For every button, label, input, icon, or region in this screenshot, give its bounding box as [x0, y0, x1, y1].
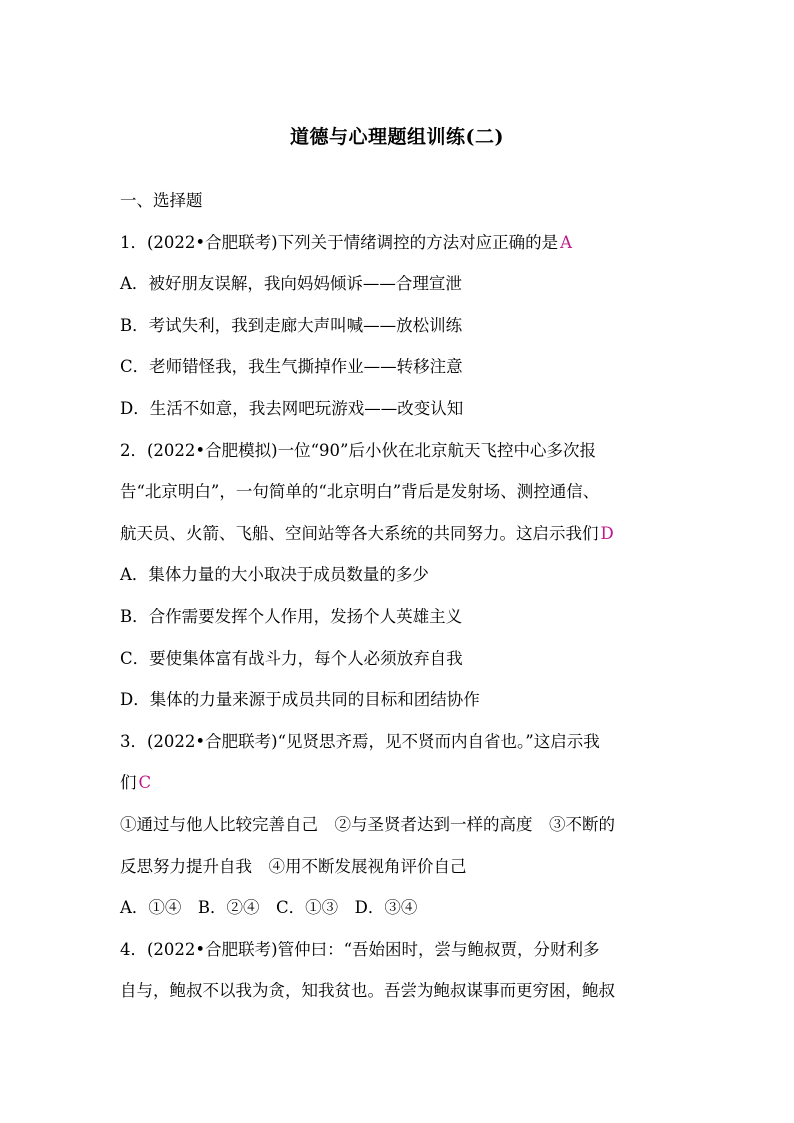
- option-b: B．考试失利，我到走廊大声叫喊——放松训练: [120, 315, 463, 335]
- answer-mark: C: [138, 773, 152, 793]
- question-stem: 们 C: [120, 773, 152, 793]
- section-heading: 一、选择题: [120, 191, 203, 210]
- statement-line: 反思努力提升自我 ④用不断发展视角评价自己: [120, 856, 467, 876]
- option-b: B．合作需要发挥个人作用，发扬个人英雄主义: [120, 606, 463, 626]
- question-stem: 自与，鲍叔不以我为贪，知我贫也。吾尝为鲍叔谋事而更穷困，鲍叔: [120, 981, 615, 1001]
- option-d: D．生活不如意，我去网吧玩游戏——改变认知: [120, 398, 464, 418]
- option-c: C．老师错怪我，我生气撕掉作业——转移注意: [120, 357, 463, 377]
- question-stem: 2．(2022•合肥模拟)一位“90”后小伙在北京航天飞控中心多次报: [120, 440, 596, 460]
- options-line: A．①④ B．②④ C．①③ D．③④: [120, 898, 418, 918]
- statement-line: ①通过与他人比较完善自己 ②与圣贤者达到一样的高度 ③不断的: [120, 814, 615, 834]
- option-a: A．集体力量的大小取决于成员数量的多少: [120, 565, 429, 585]
- question-stem: 告“北京明白”，一句简单的“北京明白”背后是发射场、测控通信、: [120, 482, 600, 502]
- question-3: [120, 721, 680, 929]
- answer-mark: A: [560, 232, 573, 252]
- question-stem: 4．(2022•合肥联考)管仲曰：“吾始困时，尝与鲍叔贾，分财利多: [120, 939, 600, 959]
- question-stem: 1．(2022•合肥联考)下列关于情绪调控的方法对应正确的是 A: [120, 232, 573, 252]
- option-c: C．要使集体富有战斗力，每个人必须放弃自我: [120, 648, 463, 668]
- question-1: [120, 222, 680, 430]
- question-stem: 3．(2022•合肥联考)“见贤思齐焉，见不贤而内自省也。”这启示我: [120, 731, 600, 751]
- page-title: 道德与心理题组训练(二): [290, 126, 504, 148]
- content: [120, 180, 680, 1012]
- question-2: [120, 430, 680, 721]
- answer-mark: D: [600, 523, 614, 543]
- option-d: D．集体的力量来源于成员共同的目标和团结协作: [120, 690, 480, 710]
- question-4: [120, 929, 680, 1012]
- question-stem: 航天员、火箭、飞船、空间站等各大系统的共同努力。这启示我们 D: [120, 523, 614, 543]
- option-a: A．被好朋友误解，我向妈妈倾诉——合理宣泄: [120, 274, 462, 294]
